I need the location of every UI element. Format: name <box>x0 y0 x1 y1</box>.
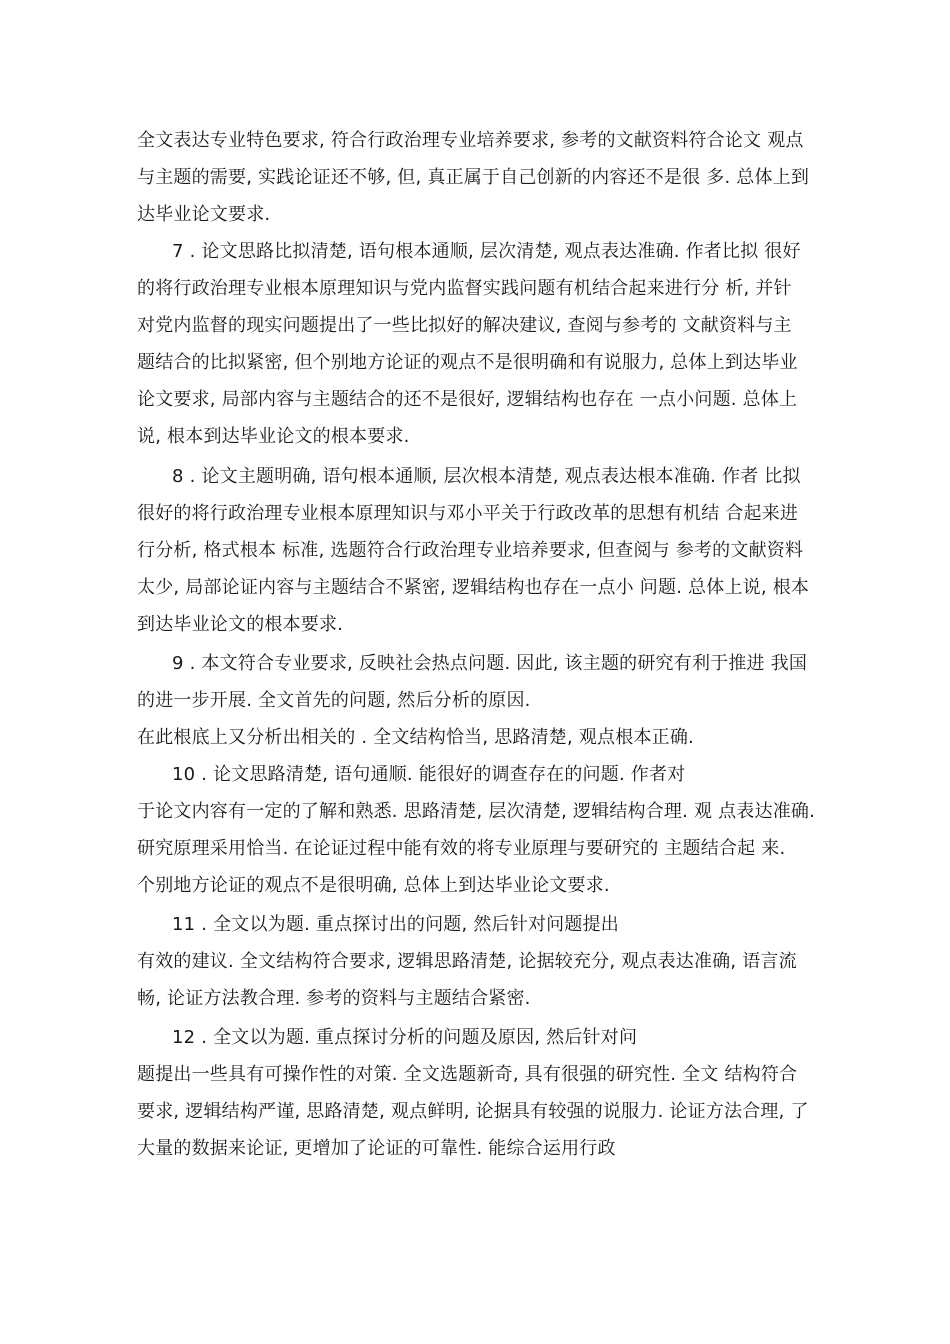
paragraph-7-start: 7 . 论文思路比拟清楚, 语句根本通顺, 层次清楚, 观点表达准确. 作者比拟 很好 <box>172 241 801 262</box>
paragraph-11-start: 11 . 全文以为题. 重点探讨出的问题, 然后针对问题提出 <box>172 914 619 935</box>
text-line: 有效的建议. 全文结构符合要求, 逻辑思路清楚, 论据较充分, 观点表达准确, 语言流 <box>137 951 797 972</box>
text-line: 题提出一些具有可操作性的对策. 全文选题新奇, 具有很强的研究性. 全文 结构符合 <box>137 1064 798 1085</box>
text-line: 太少, 局部论证内容与主题结合不紧密, 逻辑结构也存在一点小 问题. 总体上说, 根本 <box>137 577 810 598</box>
paragraph-12-start: 12 . 全文以为题. 重点探讨分析的问题及原因, 然后针对问 <box>172 1027 638 1048</box>
paragraph-10-start: 10 . 论文思路清楚, 语句通顺. 能很好的调查存在的问题. 作者对 <box>172 764 686 785</box>
text-line: 的将行政治理专业根本原理知识与党内监督实践问题有机结合起来进行分 析, 并针 <box>137 278 792 299</box>
text-line: 个别地方论证的观点不是很明确, 总体上到达毕业论文要求. <box>137 875 610 896</box>
text-line: 对党内监督的现实问题提出了一些比拟好的解决建议, 查阅与参考的 文献资料与主 <box>137 315 792 336</box>
text-line: 题结合的比拟紧密, 但个别地方论证的观点不是很明确和有说服力, 总体上到达毕业 <box>137 352 798 373</box>
text-line: 说, 根本到达毕业论文的根本要求. <box>137 426 410 447</box>
paragraph-9-start: 9 . 本文符合专业要求, 反映社会热点问题. 因此, 该主题的研究有利于推进 我国 <box>172 653 808 674</box>
text-line: 与主题的需要, 实践论证还不够, 但, 真正属于自己创新的内容还不是很 多. 总体上到 <box>137 167 810 188</box>
text-line: 行分析, 格式根本 标准, 选题符合行政治理专业培养要求, 但查阅与 参考的文献资料 <box>137 540 804 561</box>
text-line: 到达毕业论文的根本要求. <box>137 614 344 635</box>
text-line: 大量的数据来论证, 更增加了论证的可靠性. 能综合运用行政 <box>137 1138 616 1159</box>
text-line: 于论文内容有一定的了解和熟悉. 思路清楚, 层次清楚, 逻辑结构合理. 观 点表达准确. <box>137 801 816 822</box>
text-line: 研究原理采用恰当. 在论证过程中能有效的将专业原理与要研究的 主题结合起 来. <box>137 838 786 859</box>
text-line: 的进一步开展. 全文首先的问题, 然后分析的原因. <box>137 690 531 711</box>
text-line: 在此根底上又分析出相关的 . 全文结构恰当, 思路清楚, 观点根本正确. <box>137 727 694 748</box>
text-line: 很好的将行政治理专业根本原理知识与邓小平关于行政改革的思想有机结 合起来进 <box>137 503 799 524</box>
text-line: 要求, 逻辑结构严谨, 思路清楚, 观点鲜明, 论据具有较强的说服力. 论证方法合理, 了 <box>137 1101 809 1122</box>
text-line: 论文要求, 局部内容与主题结合的还不是很好, 逻辑结构也存在 一点小问题. 总体上 <box>137 389 798 410</box>
text-line: 全文表达专业特色要求, 符合行政治理专业培养要求, 参考的文献资料符合论文 观点 <box>137 130 804 151</box>
text-line: 畅, 论证方法教合理. 参考的资料与主题结合紧密. <box>137 988 531 1009</box>
paragraph-8-start: 8 . 论文主题明确, 语句根本通顺, 层次根本清楚, 观点表达根本准确. 作者 比拟 <box>172 466 801 487</box>
text-line: 达毕业论文要求. <box>137 204 271 225</box>
